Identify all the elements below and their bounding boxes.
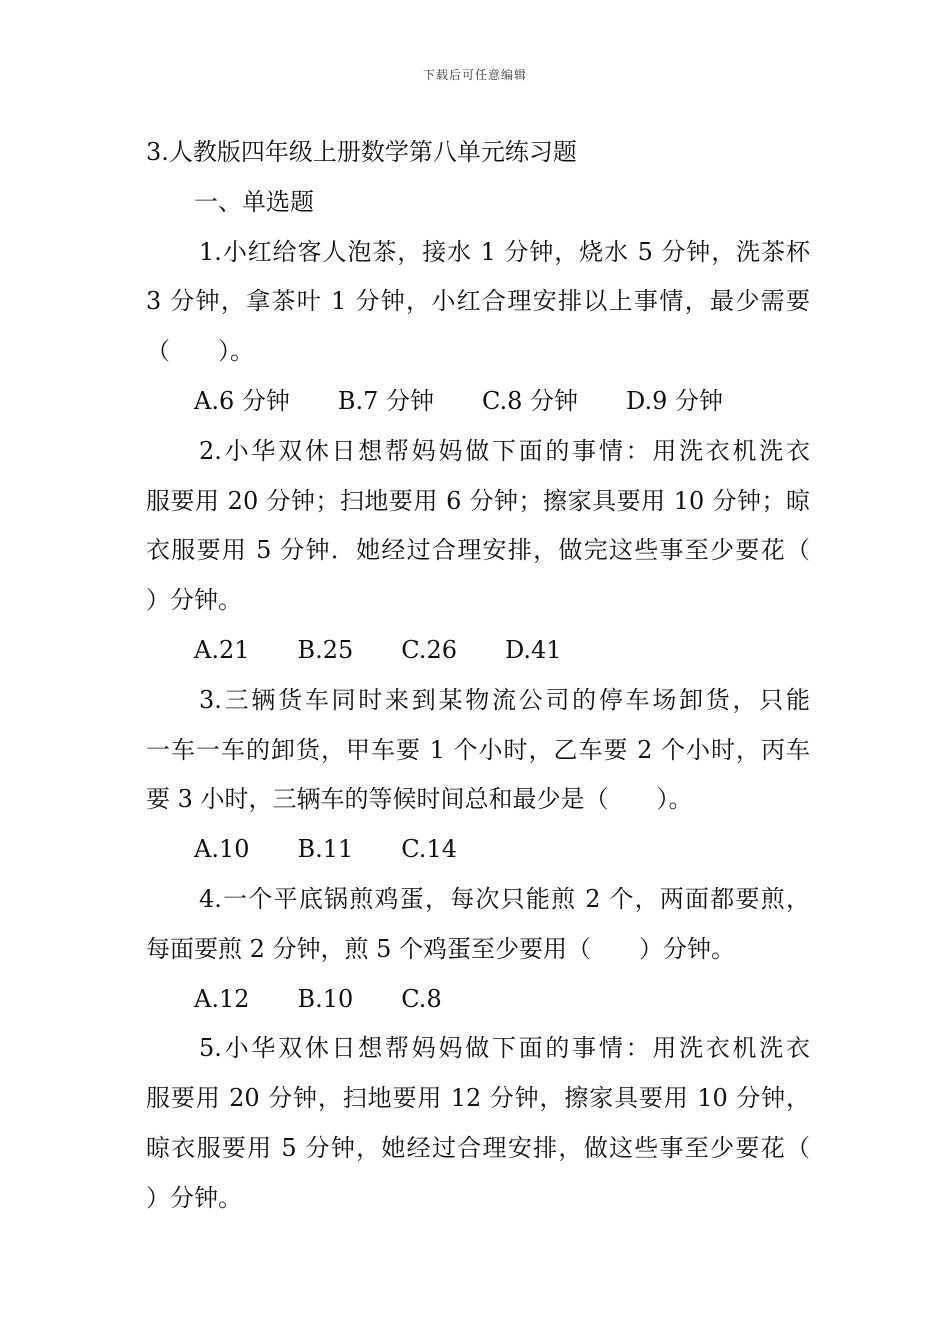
question-2-line-4: ）分钟。 <box>146 586 242 615</box>
document-title: 3.人教版四年级上册数学第八单元练习题 <box>146 138 577 166</box>
question-1-line-1: 1.小红给客人泡茶，接水 1 分钟，烧水 5 分钟，洗茶杯 <box>199 237 810 266</box>
question-3-line-2: 一车一车的卸货，甲车要 1 个小时，乙车要 2 个小时，丙车 <box>146 735 810 764</box>
document-body <box>146 128 810 1224</box>
question-1-line-3: （ ）。 <box>146 337 254 366</box>
question-3-line-3: 要 3 小时，三辆车的等候时间总和最少是（ ）。 <box>146 785 693 814</box>
question-1-line-2: 3 分钟，拿茶叶 1 分钟，小红合理安排以上事情，最少需要 <box>146 287 810 316</box>
header-note: 下载后可任意编辑 <box>422 68 527 82</box>
question-5-line-1: 5.小华双休日想帮妈妈做下面的事情：用洗衣机洗衣 <box>199 1034 810 1063</box>
question-2-line-3: 衣服要用 5 分钟．她经过合理安排，做完这些事至少要花（ <box>146 536 810 565</box>
question-5-line-2: 服要用 20 分钟，扫地要用 12 分钟，擦家具要用 10 分钟， <box>146 1084 810 1113</box>
question-2-line-2: 服要用 20 分钟；扫地要用 6 分钟；擦家具要用 10 分钟；晾 <box>146 486 810 515</box>
question-4-line-1: 4.一个平底锅煎鸡蛋，每次只能煎 2 个，两面都要煎， <box>199 884 810 913</box>
question-5-line-4: ）分钟。 <box>146 1183 242 1212</box>
question-4-options: A.12 B.10 C.8 <box>194 984 442 1013</box>
section-heading: 一、单选题 <box>194 187 314 216</box>
question-1-options: A.6 分钟 B.7 分钟 C.8 分钟 D.9 分钟 <box>194 386 723 415</box>
question-2-options: A.21 B.25 C.26 D.41 <box>194 635 562 664</box>
question-3-line-1: 3.三辆货车同时来到某物流公司的停车场卸货，只能 <box>199 685 810 714</box>
question-2-line-1: 2.小华双休日想帮妈妈做下面的事情：用洗衣机洗衣 <box>199 436 810 465</box>
question-3-options: A.10 B.11 C.14 <box>194 835 457 864</box>
question-4-line-2: 每面要煎 2 分钟，煎 5 个鸡蛋至少要用（ ）分钟。 <box>146 934 736 963</box>
question-5-line-3: 晾衣服要用 5 分钟，她经过合理安排，做这些事至少要花（ <box>146 1133 810 1162</box>
